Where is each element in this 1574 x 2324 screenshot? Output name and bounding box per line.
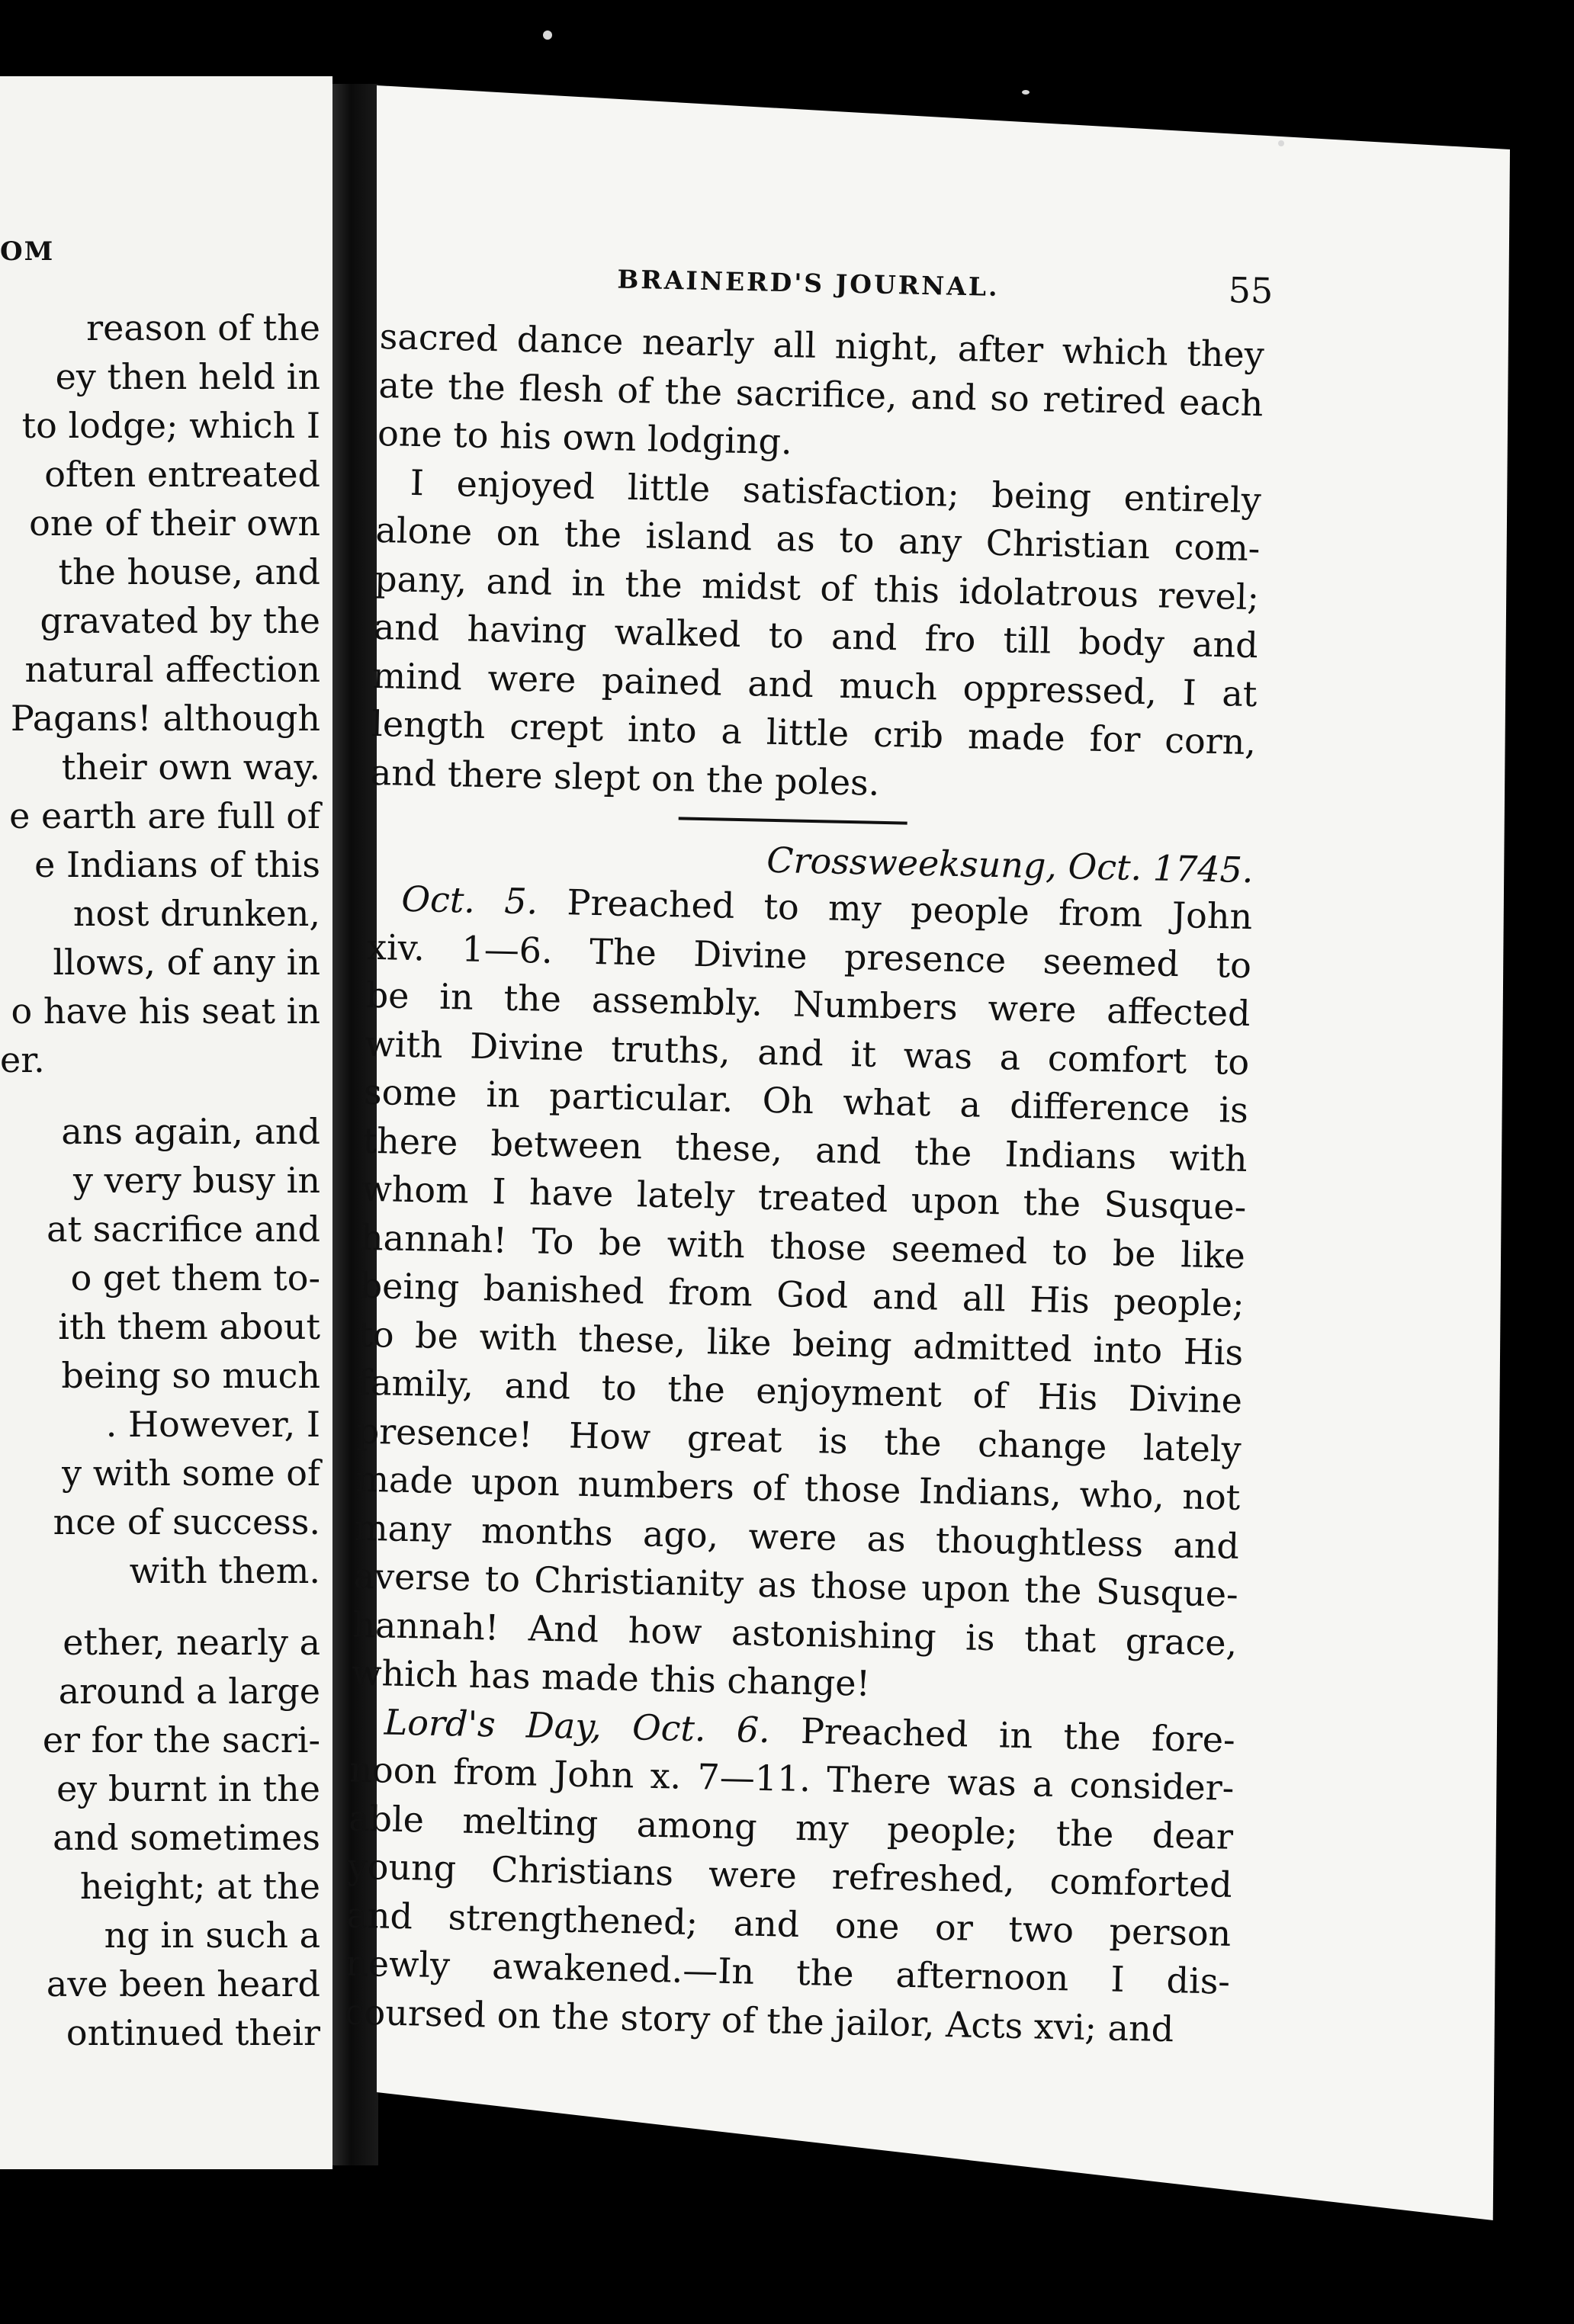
left-text-line: . However, I	[105, 1404, 320, 1445]
text-line: made upon numbers of those Indians, who, not	[355, 1458, 1241, 1518]
left-text-line: e Indians of this	[34, 844, 320, 885]
left-text-line: y with some of	[62, 1452, 320, 1494]
left-text-line: e earth are full of	[9, 795, 320, 836]
left-text-line: ans again, and	[61, 1111, 320, 1152]
text-line: xiv. 1—6. The Divine presence seemed to	[366, 926, 1252, 986]
entry-text: Preached to my people from John	[567, 881, 1253, 938]
left-text-line: the house, and	[58, 551, 320, 592]
text-line: many months ago, were as thoughtless and	[354, 1507, 1240, 1567]
left-text-line: llows, of any in	[53, 942, 320, 983]
left-page-text	[0, 303, 320, 2057]
text-line: presence! How great is the change lately	[356, 1410, 1242, 1470]
left-text-line: ith them about	[58, 1306, 320, 1347]
left-running-head: OM	[0, 236, 55, 267]
left-text-line: nce of success.	[53, 1501, 320, 1542]
paragraph-1	[377, 313, 1265, 477]
text-line: mind were pained and much oppressed, I at	[372, 654, 1258, 714]
text-line: pany, and in the midst of this idolatrous revel;	[374, 557, 1260, 618]
left-text-line: o have his seat in	[11, 990, 320, 1032]
text-line: one to his own lodging.	[377, 412, 793, 463]
text-line: newly awakened.—In the afternoon I dis-	[345, 1942, 1231, 2002]
left-text-line: er.	[0, 1039, 45, 1080]
text-line: noon from John x. 7—11. There was a consider-	[349, 1748, 1235, 1809]
left-text-line: often entreated	[44, 454, 320, 495]
left-text-line: their own way.	[61, 746, 320, 788]
text-line: and strengthened; and one or two person	[345, 1894, 1232, 1954]
text-line: whom I have lately treated upon the Susque-	[361, 1167, 1247, 1228]
page-number: 55	[1228, 269, 1274, 312]
left-text-line: er for the sacri-	[42, 1719, 320, 1761]
text-line: length crept into a little crib made for corn,	[371, 702, 1257, 763]
text-line: which has made this change!	[351, 1652, 871, 1704]
dateline: Crossweeksung, Oct. 1745.	[766, 839, 1254, 891]
left-text-line: gravated by the	[40, 600, 320, 641]
entry-date: Oct. 5.	[400, 878, 538, 923]
dust-speck	[1278, 140, 1284, 146]
text-line: young Christians were refreshed, comforted	[347, 1845, 1233, 1905]
text-line: averse to Christianity as those upon the Susque-	[353, 1555, 1239, 1615]
dust-speck	[1022, 90, 1030, 95]
left-text-line: nost drunken,	[72, 893, 320, 934]
text-line: coursed on the story of the jailor, Acts xvi; and	[344, 1991, 1174, 2050]
left-text-line: around a large	[58, 1671, 320, 1712]
text-line: hannah! To be with those seemed to be like	[360, 1216, 1246, 1276]
left-text-line: o get them to-	[70, 1257, 320, 1298]
left-text-line: Pagans! although	[10, 698, 320, 739]
text-line: family, and to the enjoyment of His Divine	[357, 1361, 1243, 1421]
paragraph-4	[344, 1697, 1235, 2055]
text-line: some in particular. Oh what a difference is	[363, 1071, 1249, 1132]
section-divider	[679, 817, 907, 824]
left-text-line: and sometimes	[53, 1817, 320, 1858]
text-line: with Divine truths, and it was a comfort to	[364, 1022, 1250, 1083]
right-page-text	[344, 259, 1274, 2055]
text-line: and having walked to and fro till body and	[373, 605, 1259, 666]
dust-speck	[543, 30, 552, 40]
left-text-line: ether, nearly a	[63, 1622, 320, 1663]
paragraph-3	[351, 875, 1252, 1716]
left-text-line: natural affection	[24, 649, 320, 690]
text-line: be in the assembly. Numbers were affected	[365, 974, 1251, 1035]
text-line: and there slept on the poles.	[370, 751, 880, 804]
text-line: to be with these, like being admitted into His	[358, 1313, 1244, 1373]
left-text-line: at sacrifice and	[47, 1209, 320, 1250]
entry-text: Preached in the fore-	[800, 1709, 1236, 1761]
left-text-line: one of their own	[29, 502, 320, 544]
left-text-line: ontinued their	[66, 2012, 320, 2053]
entry-date: Lord's Day, Oct. 6.	[384, 1701, 771, 1751]
left-text-line: reason of the	[86, 307, 320, 348]
left-text-line: being so much	[61, 1355, 320, 1396]
left-text-line: ng in such a	[104, 1915, 320, 1956]
left-text-line: ey burnt in the	[56, 1768, 320, 1809]
running-head: BRAINERD'S JOURNAL.	[617, 264, 1000, 302]
text-line: hannah! And how astonishing is that grace,	[352, 1603, 1238, 1664]
text-line: being banished from God and all His people;	[359, 1264, 1245, 1324]
left-text-line: y very busy in	[72, 1160, 320, 1201]
left-text-line: height; at the	[79, 1866, 320, 1907]
text-line: there between these, and the Indians with	[362, 1119, 1248, 1180]
text-line: ate the flesh of the sacrifice, and so retired each	[377, 364, 1264, 424]
left-text-line: with them.	[129, 1550, 320, 1591]
paragraph-2	[370, 457, 1261, 815]
text-line: able melting among my people; the dear	[348, 1797, 1234, 1857]
text-line: I enjoyed little satisfaction; being entirely	[410, 461, 1262, 521]
left-text-line: ey then held in	[55, 356, 320, 397]
text-line: alone on the island as to any Christian com-	[375, 509, 1261, 570]
left-text-line: ave been heard	[46, 1963, 320, 2005]
left-text-line: to lodge; which I	[21, 405, 320, 446]
text-line: sacred dance nearly all night, after which they	[379, 315, 1265, 376]
